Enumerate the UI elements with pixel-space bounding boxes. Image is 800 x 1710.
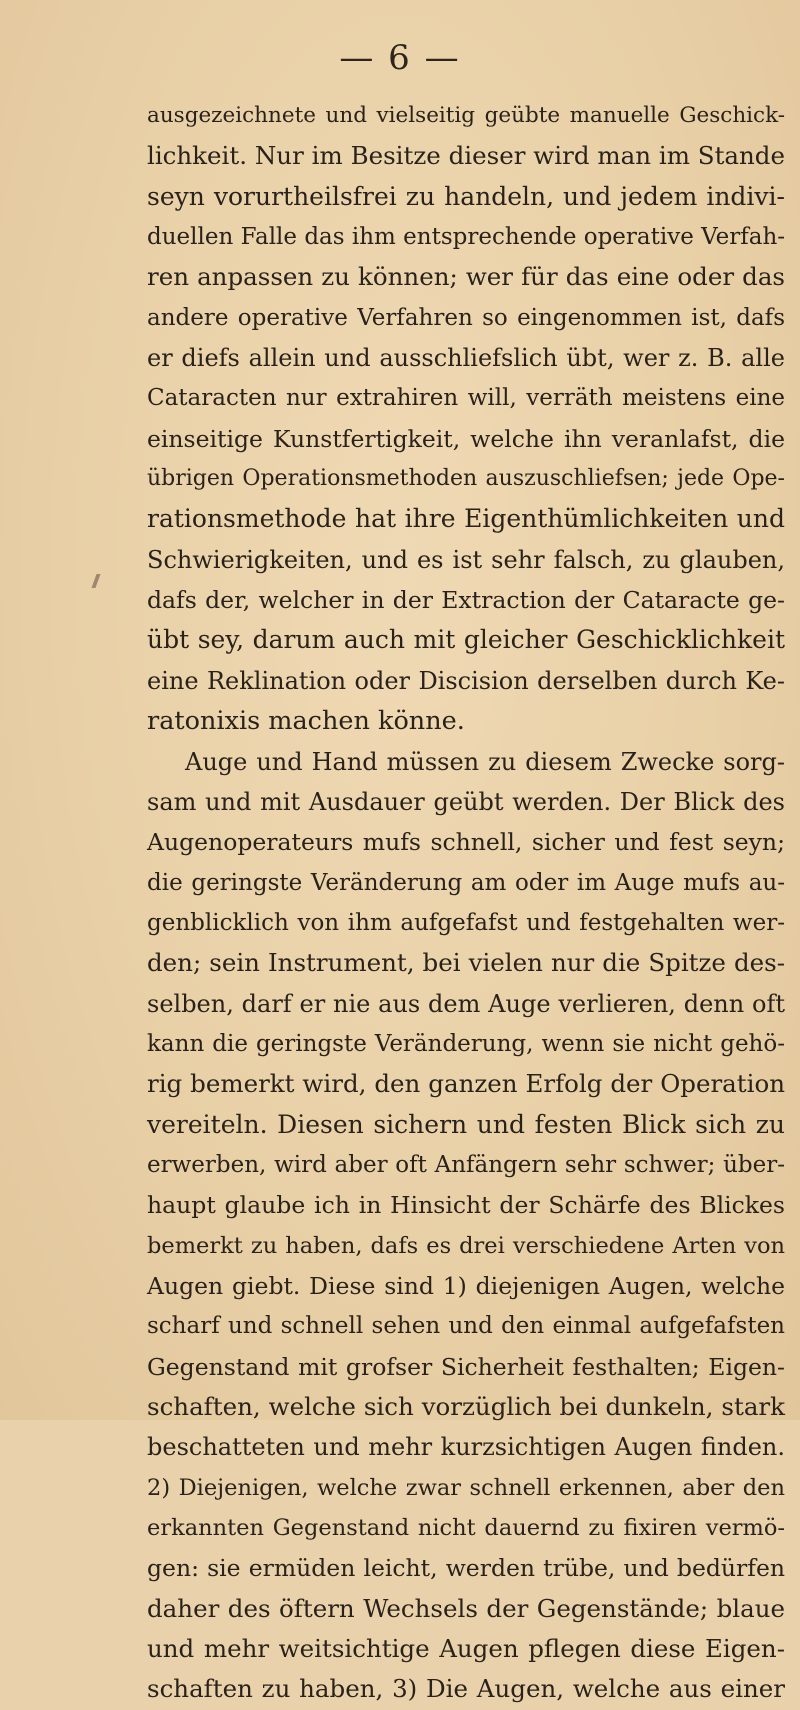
- text-line: eine Reklination oder Discision derselben durch Ke-: [147, 666, 785, 695]
- text-line: ratonixis machen könne.: [147, 706, 465, 737]
- text-line: sam und mit Ausdauer geübt werden. Der Blick des: [147, 787, 785, 816]
- text-line: einseitige Kunstfertigkeit, welche ihn veranlafst, die: [147, 424, 785, 453]
- text-line: Gegenstand mit grofser Sicherheit festhalten; Eigen-: [147, 1352, 785, 1381]
- paragraph-1: [147, 96, 785, 742]
- text-line: haupt glaube ich in Hinsicht der Schärfe des Blickes: [147, 1191, 785, 1220]
- text-line: Schwierigkeiten, und es ist sehr falsch, zu glauben,: [147, 545, 785, 574]
- text-line: Augenoperateurs mufs schnell, sicher und fest seyn;: [147, 828, 785, 857]
- text-line: Augen giebt. Diese sind 1) diejenigen Augen, welche: [147, 1271, 785, 1300]
- text-line: schaften zu haben, 3) Die Augen, welche aus einer: [147, 1674, 785, 1704]
- text-line: die geringste Veränderung am oder im Auge mufs au-: [147, 869, 785, 896]
- text-line: 2) Diejenigen, welche zwar schnell erkennen, aber den: [147, 1474, 785, 1501]
- text-line: den; sein Instrument, bei vielen nur die Spitze des-: [147, 948, 785, 978]
- text-line: Auge und Hand müssen zu diesem Zwecke sorg-: [185, 747, 785, 776]
- text-line: beschatteten und mehr kurzsichtigen Augen finden.: [147, 1433, 785, 1462]
- text-line: daher des öftern Wechsels der Gegenstände; blaue: [147, 1593, 785, 1623]
- body-text: [147, 96, 785, 1710]
- text-line: kann die geringste Veränderung, wenn sie nicht gehö-: [147, 1030, 785, 1057]
- text-line: rig bemerkt wird, den ganzen Erfolg der Operation: [147, 1069, 785, 1099]
- text-line: übt sey, darum auch mit gleicher Geschicklichkeit: [147, 625, 785, 655]
- text-line: vereiteln. Diesen sichern und festen Blick sich zu: [147, 1109, 785, 1139]
- text-line: andere operative Verfahren so eingenommen ist, dafs: [147, 304, 785, 331]
- text-line: Cataracten nur extrahiren will, verräth meistens eine: [147, 385, 785, 412]
- text-line: seyn vorurtheilsfrei zu handeln, und jedem indivi-: [147, 181, 785, 211]
- text-line: duellen Falle das ihm entsprechende operative Verfah-: [147, 224, 786, 251]
- text-line: ausgezeichnete und vielseitig geübte manuelle Geschick-: [147, 103, 785, 128]
- text-line: gen: sie ermüden leicht, werden trübe, und bedürfen: [147, 1554, 785, 1583]
- margin-mark: [91, 574, 100, 588]
- text-line: lichkeit. Nur im Besitze dieser wird man im Stande: [147, 141, 785, 171]
- text-line: rationsmethode hat ihre Eigenthümlichkeiten und: [147, 504, 785, 534]
- text-line: ren anpassen zu können; wer für das eine oder das: [147, 262, 785, 292]
- text-line: scharf und schnell sehen und den einmal aufgefafsten: [147, 1313, 785, 1340]
- text-line: erwerben, wird aber oft Anfängern sehr schwer; über-: [147, 1151, 785, 1178]
- text-line: dafs der, welcher in der Extraction der Cataracte ge-: [147, 586, 785, 615]
- page-number: — 6 —: [339, 38, 461, 78]
- text-line: übrigen Operationsmethoden auszuschliefsen; jede Ope-: [147, 466, 785, 492]
- text-line: bemerkt zu haben, dafs es drei verschiedene Arten von: [147, 1232, 785, 1259]
- text-line: und mehr weitsichtige Augen pflegen diese Eigen-: [147, 1634, 785, 1664]
- text-line: erkannten Gegenstand nicht dauernd zu fixiren vermö-: [147, 1515, 785, 1542]
- text-line: genblicklich von ihm aufgefafst und festgehalten wer-: [147, 909, 785, 936]
- paragraph-2: [147, 742, 785, 1710]
- text-line: er diefs allein und ausschliefslich übt, wer z. B. alle: [147, 344, 785, 373]
- text-line: selben, darf er nie aus dem Auge verlieren, denn oft: [147, 989, 785, 1018]
- text-line: schaften, welche sich vorzüglich bei dunkeln, stark: [147, 1392, 785, 1421]
